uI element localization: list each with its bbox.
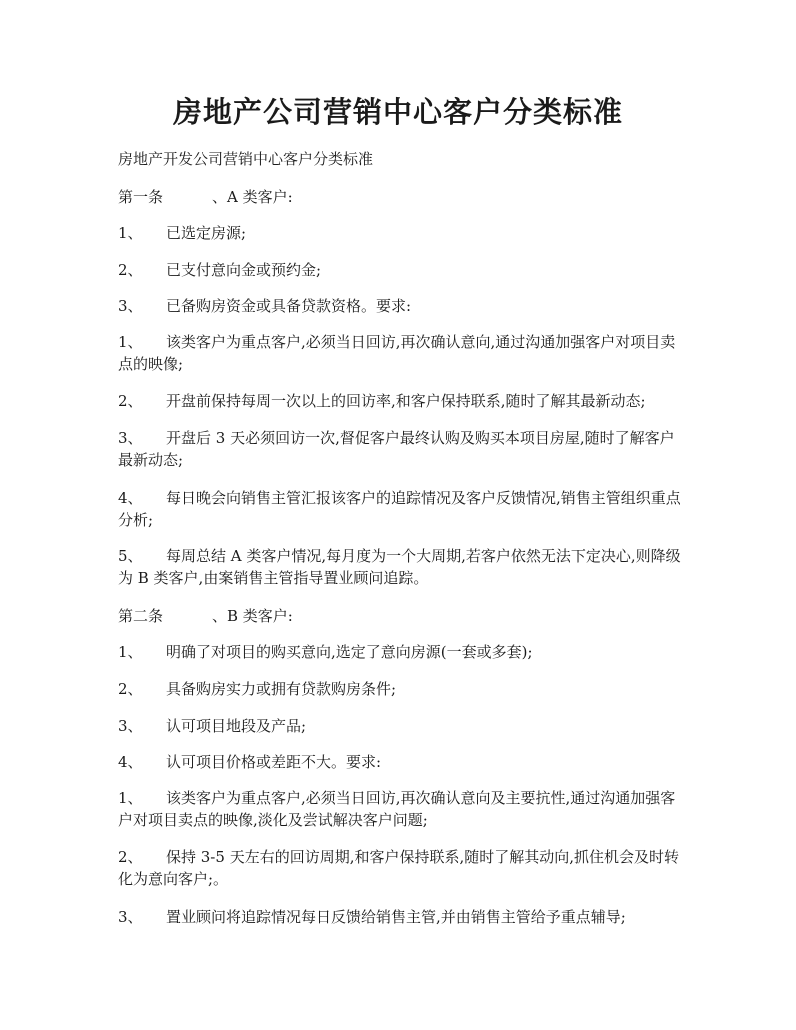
item-text: 保持 3-5 天左右的回访周期,和客户保持联系,随时了解其动向,抓住机会及时转化为意向客户;。 [118,848,679,888]
item-text: 具备购房实力或拥有贷款购房条件; [166,680,397,698]
item-number: 3、 [118,297,143,315]
b-requirement-item [118,906,684,928]
section-a-title: 、A 类客户: [212,188,293,206]
item-number: 1、 [118,643,143,661]
item-text: 该类客户为重点客户,必须当日回访,再次确认意向及主要抗性,通过沟通加强客户对项目卖点的映像,淡化及尝试解决客户问题; [118,789,676,829]
b-requirement-item [118,787,684,831]
a-requirement-item [118,545,684,589]
a-requirement-item [118,390,684,412]
item-number: 4、 [118,753,143,771]
item-number: 2、 [118,848,143,866]
b-criteria-item [118,641,684,663]
document-title: 房地产公司营销中心客户分类标准 [172,95,623,129]
section-b-title: 、B 类客户: [212,607,293,625]
item-text: 开盘后 3 天必须回访一次,督促客户最终认购及购买本项目房屋,随时了解客户最新动态; [118,429,675,469]
section-b-label: 第二条 [118,607,164,625]
item-text: 认可项目地段及产品; [166,717,307,735]
a-requirement-item [118,331,684,375]
item-text: 已备购房资金或具备贷款资格。要求: [166,297,412,315]
item-number: 2、 [118,261,143,279]
item-number: 5、 [118,547,143,565]
document-subtitle: 房地产开发公司营销中心客户分类标准 [118,150,374,168]
item-text: 置业顾问将追踪情况每日反馈给销售主管,并由销售主管给予重点辅导; [166,908,626,926]
section-a-label: 第一条 [118,188,164,206]
item-text: 认可项目价格或差距不大。要求: [166,753,382,771]
item-text: 明确了对项目的购买意向,选定了意向房源(一套或多套); [166,643,533,661]
b-criteria-item [118,751,684,773]
item-number: 1、 [118,789,143,807]
item-number: 3、 [118,717,143,735]
a-criteria-item [118,222,684,244]
item-number: 1、 [118,224,143,242]
section-b-heading [118,605,684,627]
a-criteria-item [118,295,684,317]
item-number: 1、 [118,333,143,351]
item-text: 已选定房源; [166,224,247,242]
item-text: 每日晚会向销售主管汇报该客户的追踪情况及客户反馈情况,销售主管组织重点分析; [118,489,681,529]
item-number: 2、 [118,680,143,698]
item-number: 3、 [118,908,143,926]
b-requirement-item [118,846,684,890]
a-requirement-item [118,427,684,471]
item-text: 已支付意向金或预约金; [166,261,322,279]
b-criteria-item [118,678,684,700]
a-requirement-item [118,487,684,531]
b-criteria-item [118,715,684,737]
item-text: 该类客户为重点客户,必须当日回访,再次确认意向,通过沟通加强客户对项目卖点的映像; [118,333,676,373]
item-number: 4、 [118,489,143,507]
item-text: 开盘前保持每周一次以上的回访率,和客户保持联系,随时了解其最新动态; [166,392,646,410]
item-number: 2、 [118,392,143,410]
item-text: 每周总结 A 类客户情况,每月度为一个大周期,若客户依然无法下定决心,则降级为 B 类客户,由案销售主管指导置业顾问追踪。 [118,547,681,587]
a-criteria-item [118,259,684,281]
section-a-heading [118,186,684,208]
item-number: 3、 [118,429,143,447]
